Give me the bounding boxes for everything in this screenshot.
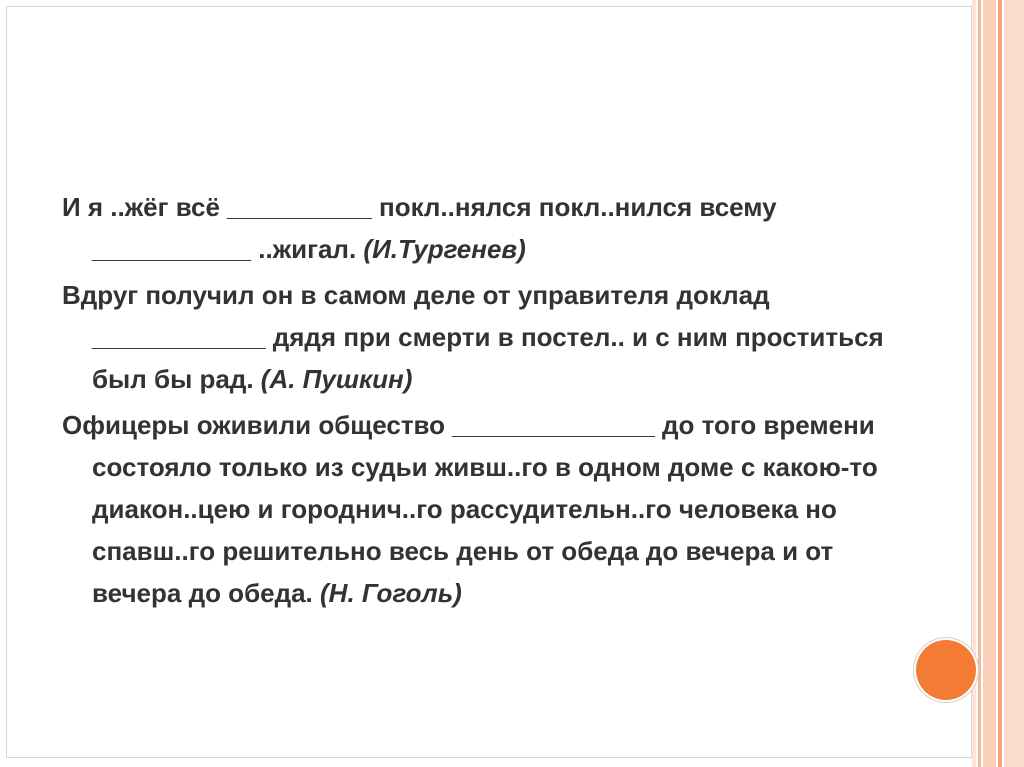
paragraph-gogol [62, 404, 892, 614]
paragraph-text: Вдруг получил он в самом деле от управителя доклад ____________ дядя при смерти в постел.. и с ним проститься был бы рад. [62, 280, 884, 394]
decorative-stripes [972, 0, 1024, 767]
author-citation: (Н. Гоголь) [320, 578, 462, 608]
decorative-circle [916, 640, 976, 700]
paragraph-text: Офицеры оживили общество ______________ до того времени состояло только из судьи живш..го в одном доме с какою-то диакон..цею и городнич..го рассудительн..го человека но спавш..го решительно весь день от обеда до вечера и от вечера до обеда. [62, 410, 878, 608]
author-citation: (И.Тургенев) [363, 234, 526, 264]
paragraph-turgenev [62, 186, 892, 270]
slide-body [62, 186, 892, 618]
author-citation: (А. Пушкин) [260, 364, 413, 394]
paragraph-pushkin [62, 274, 892, 400]
paragraph-text: И я ..жёг всё __________ покл..нялся покл..нился всему ___________ ..жигал. [62, 192, 777, 264]
